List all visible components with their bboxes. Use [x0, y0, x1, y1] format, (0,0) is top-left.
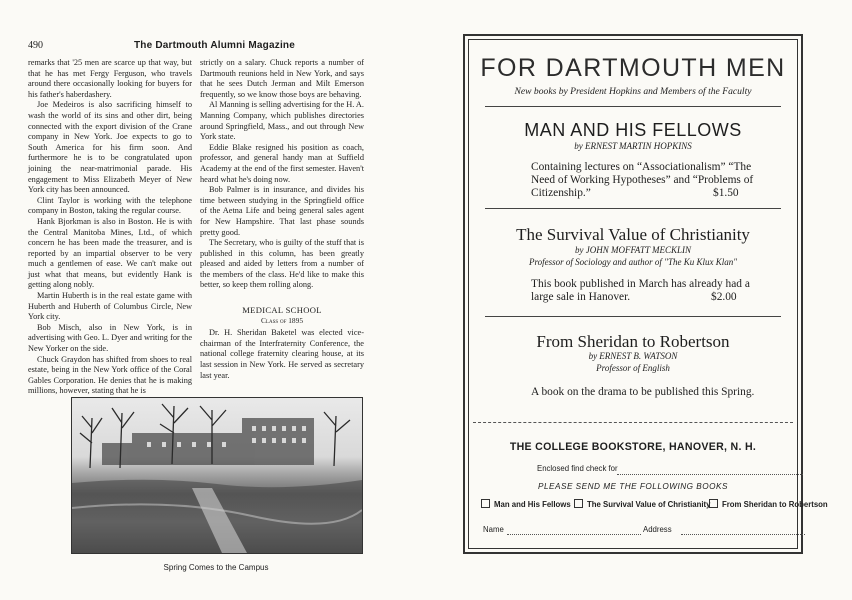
name-field[interactable] — [507, 534, 641, 535]
order-instruction: PLEASE SEND ME THE FOLLOWING BOOKS — [538, 482, 728, 491]
ad-subtitle: New books by President Hopkins and Members of the Faculty — [514, 86, 752, 97]
book-author-role: Professor of English — [596, 363, 670, 373]
magazine-title: The Dartmouth Alumni Magazine — [134, 40, 295, 51]
paragraph: Dr. H. Sheridan Baketel was elected vice-chairman of the Interfraternity Conference, the national college fraternity clearing house, at its last session in New York. He served as secretary last year. — [200, 328, 364, 380]
book-author: by JOHN MOFFATT MECKLIN — [574, 245, 692, 255]
paragraph: Hank Bjorkman is also in Boston. He is with the Central Manitoba Mines, Ltd., of which concern he has been made the treasurer, and is reported by an impartial observer to be very much a gentlemen of ease. We can't make out just what that means, but evidently Hank is getting along nobly. — [28, 216, 192, 290]
photo-caption: Spring Comes to the Campus — [163, 563, 269, 572]
book-description: Containing lectures on “Associationalism” “The Need of Working Hypotheses” and “Problems of Citizenship.” — [531, 161, 754, 199]
book-price: $2.00 — [711, 291, 737, 303]
book-price: $1.50 — [713, 187, 739, 199]
divider — [485, 106, 781, 107]
book-author-role: Professor of Sociology and author of "The Ku Klux Klan" — [529, 257, 737, 267]
address-field[interactable] — [681, 534, 805, 535]
page-number: 490 — [28, 40, 43, 51]
book-title: MAN AND HIS FELLOWS — [524, 120, 742, 140]
checkbox-survival-value[interactable] — [574, 499, 711, 509]
paragraph: Bob Palmer is in insurance, and divides his time between studying in the Springfield office of the Aetna Life and being general sales agent for New Hampshire. That last phase sounds pretty good. — [200, 185, 364, 237]
paragraph: The Secretary, who is guilty of the stuff that is published in this column, has been greatly pleased and aided by letters from a number of the members of the class. He'd like to make this better, so keep them rolling along. — [200, 238, 364, 290]
paragraph: Al Manning is selling advertising for the H. A. Manning Company, which publishes directories around Springfield, Mass., and out through New York state. — [200, 100, 364, 142]
paragraph: Eddie Blake resigned his position as coach, professor, and general handy man at Suffield Academy at the end of the first semester. Haven't heard what he's doing now. — [200, 142, 364, 184]
book-author: by ERNEST B. WATSON — [588, 351, 678, 361]
paragraph: remarks that '25 men are scarce up that way, but that he has met Fergy Ferguson, who travels around there occasionally looking for buyers for his father's haberdashery. — [28, 58, 192, 99]
checkbox-icon[interactable] — [574, 499, 583, 508]
checkbox-sheridan-to-robertson[interactable] — [709, 499, 828, 509]
paragraph: Bob Misch, also in New York, is in advertising with Geo. L. Dyer and writing for the New Yorker on the side. — [28, 322, 192, 354]
paragraph: strictly on a salary. Chuck reports a number of Dartmouth reunions held in New York, and says that he sees Dutch Jerman and Milt Emerson frequently, so we know those boys are behaving. — [200, 58, 364, 99]
column-left — [28, 58, 192, 397]
paragraph: Martin Huberth is in the real estate game with Huberth and Huberth of Columbus Circle, New York city. — [28, 291, 192, 322]
paragraph: Clint Taylor is working with the telephone company in Boston, taking the regular course. — [28, 195, 192, 216]
book-author: by ERNEST MARTIN HOPKINS — [574, 141, 692, 151]
bookstore-ad — [463, 34, 828, 554]
section-title: MEDICAL SCHOOL — [242, 305, 322, 316]
divider — [485, 316, 781, 317]
section-subtitle: Class of 1895 — [260, 315, 304, 325]
checkbox-icon[interactable] — [481, 499, 490, 508]
checkbox-icon[interactable] — [709, 499, 718, 508]
checkbox-label: The Survival Value of Christianity — [587, 500, 711, 509]
campus-photo — [71, 397, 363, 554]
coupon-cut-line — [473, 422, 793, 423]
book-title: The Survival Value of Christianity — [516, 225, 750, 244]
book-title: From Sheridan to Robertson — [536, 332, 730, 351]
check-amount-line[interactable] — [617, 474, 803, 475]
bookstore-name: THE COLLEGE BOOKSTORE, HANOVER, N. H. — [509, 441, 757, 453]
divider — [485, 208, 781, 209]
address-label: Address — [643, 525, 672, 534]
ad-title: FOR DARTMOUTH MEN — [480, 54, 786, 82]
enclosed-label: Enclosed find check for — [537, 464, 618, 473]
paragraph: Joe Medeiros is also sacrificing himself to wash the world of its sins and other dirt, being connected with the export division of the Crane company in New York. Joe expects to go to South America for his firm soon. And furthermore he is to be congratulated upon joining the near-matrimonial parade. His engagement to Miss Elizabeth Meyer of New York city has been announced. — [28, 100, 192, 195]
campus-photo-illustration — [72, 398, 362, 553]
checkbox-man-and-his-fellows[interactable] — [481, 499, 571, 509]
checkbox-label: Man and His Fellows — [494, 500, 571, 509]
name-label: Name — [483, 525, 504, 534]
book-description: This book published in March has already had a large sale in Hanover. — [531, 278, 750, 303]
paragraph: Chuck Graydon has shifted from shoes to real estate, being in the New York office of the Coral Gables Corporation. He denies that he is making millions, however, stating that he is — [28, 354, 192, 396]
column-right — [200, 58, 364, 381]
book-description: A book on the drama to be published this Spring. — [531, 386, 755, 398]
checkbox-label: From Sheridan to Robertson — [722, 500, 828, 509]
